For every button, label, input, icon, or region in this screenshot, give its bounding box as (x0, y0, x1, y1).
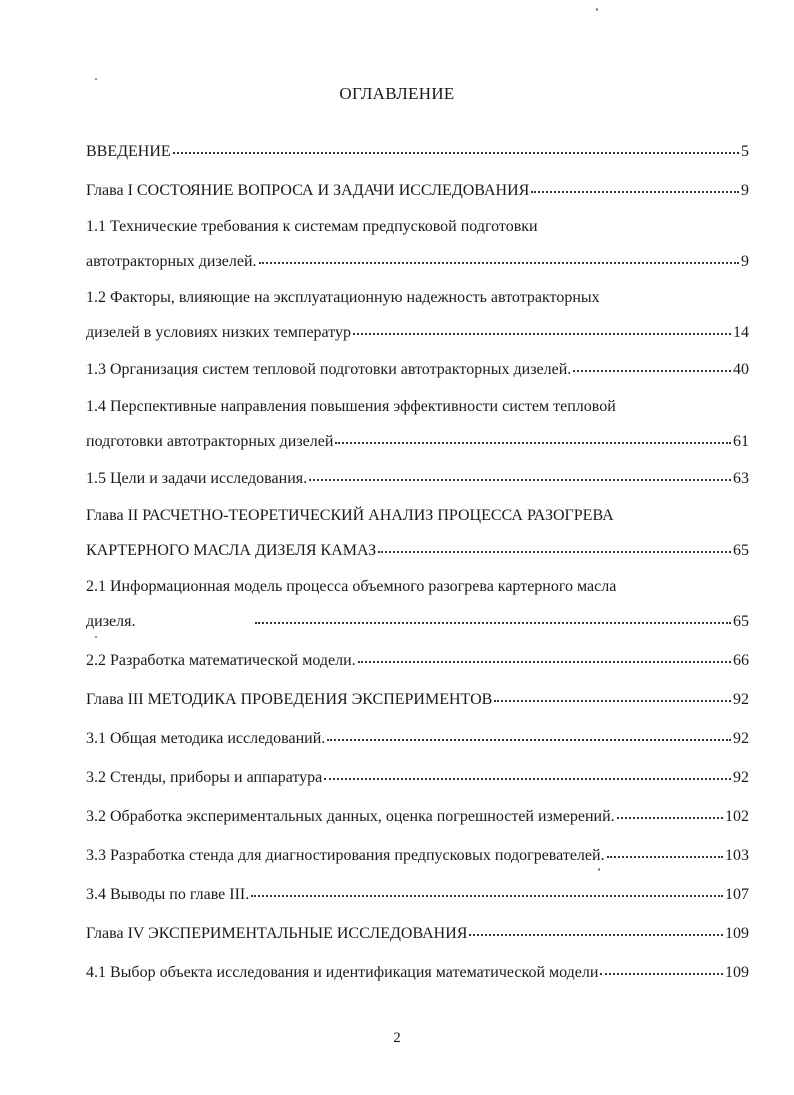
leader-dots (324, 764, 731, 780)
toc-entry-3-1 (86, 727, 749, 749)
leader-dots (469, 920, 723, 936)
toc-entry-text: Глава III МЕТОДИКА ПРОВЕДЕНИЯ ЭКСПЕРИМЕНТОВ (86, 691, 493, 708)
scan-speck (95, 78, 97, 80)
toc-entry-text: Глава IV ЭКСПЕРИМЕНТАЛЬНЫЕ ИССЛЕДОВАНИЯ (86, 925, 468, 942)
toc-entry-page: 63 (733, 470, 749, 487)
toc-entry-text: Глава II РАСЧЕТНО-ТЕОРЕТИЧЕСКИЙ АНАЛИЗ ПРОЦЕССА РАЗОГРЕВА (86, 507, 614, 524)
toc-entry-1-2-line1 (86, 289, 749, 311)
leader-dots (494, 686, 731, 702)
toc-entry-text: 1.4 Перспективные направления повышения эффективности систем тепловой (86, 398, 616, 415)
page-title: ОГЛАВЛЕНИЕ (339, 84, 455, 103)
leader-dots (309, 465, 731, 481)
toc-entry-text: 1.5 Цели и задачи исследования. (86, 470, 308, 487)
toc-entry-chapter-2 (86, 539, 749, 561)
toc-entry-text: 3.4 Выводы по главе III. (86, 886, 250, 903)
toc-entry-text: 4.1 Выбор объекта исследования и идентификация математической модели (86, 964, 599, 981)
toc-entry-page: 92 (733, 730, 749, 747)
leader-dots (259, 248, 739, 264)
toc-entry-2-1-line1 (86, 578, 749, 600)
leader-dots (358, 647, 731, 663)
leader-dots (173, 138, 739, 154)
toc-entry-1-4 (86, 430, 749, 452)
toc-entry-page: 109 (725, 964, 749, 981)
toc-entry-page: 9 (741, 182, 749, 199)
leader-dots (251, 881, 723, 897)
toc-entry-text: 1.2 Факторы, влияющие на эксплуатационную надежность автотракторных (86, 289, 600, 306)
scan-speck (596, 8, 598, 11)
scan-speck (95, 636, 97, 638)
toc-entry-text: 3.2 Стенды, приборы и аппаратура (86, 769, 323, 786)
leader-dots (335, 428, 731, 444)
toc-entry-1-1-line1 (86, 218, 749, 240)
toc-entry-text: автотракторных дизелей. (86, 253, 257, 270)
toc-entry-text: дизелей в условиях низких температур (86, 324, 352, 341)
toc-entry-chapter-3 (86, 688, 749, 710)
toc-entry-text: 1.3 Организация систем тепловой подготовки автотракторных дизелей. (86, 361, 572, 378)
toc-entry-2-1 (86, 610, 749, 632)
toc-entry-3-4 (86, 883, 749, 905)
leader-dots (531, 177, 739, 193)
toc-entry-page: 9 (741, 253, 749, 270)
toc-entry-page: 5 (741, 143, 749, 160)
toc-entry-text: 3.1 Общая методика исследований. (86, 730, 326, 747)
toc-entry-1-1 (86, 250, 749, 272)
toc-entry-page: 109 (725, 925, 749, 942)
toc-entry-3-2-stands (86, 766, 749, 788)
page-number: 2 (393, 1030, 401, 1046)
scan-speck (598, 868, 600, 871)
toc-entry-4-1 (86, 961, 749, 983)
toc-entry-page: 92 (733, 769, 749, 786)
leader-dots (378, 537, 731, 553)
leader-dots (255, 608, 731, 624)
toc-entry-chapter-4 (86, 922, 749, 944)
toc-entry-page: 61 (733, 433, 749, 450)
toc-entry-page: 107 (725, 886, 749, 903)
toc-entry-page: 40 (733, 361, 749, 378)
leader-dots (600, 959, 723, 975)
leader-dots (353, 319, 731, 335)
toc-entry-3-3 (86, 844, 749, 866)
leader-dots (617, 803, 723, 819)
toc-entry-introduction (86, 140, 749, 162)
leader-dots (327, 725, 731, 741)
toc-entry-1-5 (86, 467, 749, 489)
toc-entry-page: 102 (725, 808, 749, 825)
toc-entry-text: 3.2 Обработка экспериментальных данных, оценка погрешностей измерений. (86, 808, 615, 825)
toc-entry-2-2 (86, 649, 749, 671)
toc-entry-text: дизеля. (86, 613, 136, 630)
toc-entry-3-2-processing (86, 805, 749, 827)
toc-entry-text: КАРТЕРНОГО МАСЛА ДИЗЕЛЯ КАМАЗ (86, 542, 377, 559)
toc-entry-1-4-line1 (86, 398, 749, 420)
toc-entry-text: 3.3 Разработка стенда для диагностирования предпусковых подогревателей. (86, 847, 605, 864)
leader-dots (573, 356, 731, 372)
toc-entry-text: подготовки автотракторных дизелей (86, 433, 334, 450)
toc-entry-text: Глава I СОСТОЯНИЕ ВОПРОСА И ЗАДАЧИ ИССЛЕДОВАНИЯ (86, 182, 530, 199)
toc-entry-chapter-1 (86, 179, 749, 201)
toc-entry-page: 65 (733, 542, 749, 559)
toc-entry-text: 2.1 Информационная модель процесса объемного разогрева картерного масла (86, 578, 617, 595)
toc-entry-chapter-2-line1 (86, 507, 749, 529)
toc-entry-page: 92 (733, 691, 749, 708)
toc-entry-text: 2.2 Разработка математической модели. (86, 652, 356, 669)
toc-entry-1-2 (86, 321, 749, 343)
toc-entry-1-3 (86, 358, 749, 380)
toc-entry-text: 1.1 Технические требования к системам предпусковой подготовки (86, 218, 538, 235)
toc-entry-text: ВВЕДЕНИЕ (86, 143, 171, 160)
leader-dots (607, 842, 723, 858)
toc-entry-page: 14 (733, 324, 749, 341)
toc-entry-page: 103 (725, 847, 749, 864)
toc-entry-page: 66 (733, 652, 749, 669)
toc-entry-page: 65 (733, 613, 749, 630)
